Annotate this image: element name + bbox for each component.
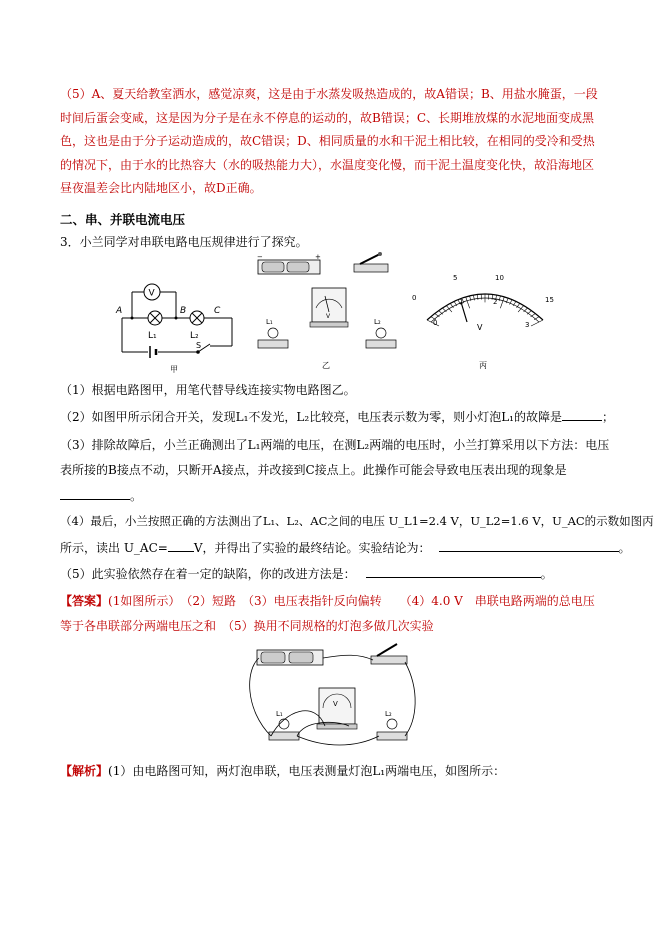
answer-blank-4b[interactable] — [439, 539, 619, 552]
voltmeter-device — [310, 288, 348, 327]
question-3-line1: （3）排除故障后，小兰正确测出了L₁两端的电压，在测L₂两端的电压时，小兰打算采用以下方法：电压 — [60, 438, 610, 452]
answer-label: 【答案】 — [60, 594, 109, 608]
section-heading: 二、串、并联电流电压 — [60, 212, 186, 227]
answer-text-1: (1如图所示） （2）短路 （3）电压表指针反向偏转 （4）4.0 V 串联电路两端的总电压 — [108, 594, 595, 608]
lamp-l2-label: L₂ — [190, 331, 199, 341]
previous-answer-paragraph: （5）A、夏天给教室洒水，感觉凉爽，这是由于水蒸发吸热造成的，故A错误；B、用盐水腌蛋，一段时间后蛋会变咸，这是因为分子是在永不停息的运动的，故B错误；C、长期堆放煤的水泥地面变成黑色，这也是由于分子运动造成的，故C错误；D、相同质量的水和干泥土相比较，在相同的受冷和受热的情况下，由于水的比热容大（水的吸热能力大），水温度变化慢，而干泥土温度变化快，故沿海地区昼夜温差会比内陆地区小，故D正确。 — [60, 87, 598, 195]
svg-text:L₁: L₁ — [276, 710, 283, 718]
question-2-text: （2）如图甲所示闭合开关，发现L₁不发光，L₂比较亮，电压表示数为零，则小灯泡L₁的故障是 — [60, 410, 562, 424]
circuit-diagram-jia — [110, 280, 245, 375]
scale-tick — [470, 296, 471, 301]
scale-tick — [531, 320, 543, 326]
scale-tick — [446, 306, 452, 313]
scale-tick — [473, 295, 474, 300]
physical-circuit-yi — [252, 252, 402, 372]
switch-label: S — [196, 341, 202, 350]
answer-line-2: 等于各串联部分两端电压之和 （5）换用不同规格的灯泡多做几次实验 — [60, 619, 434, 633]
knife-switch — [354, 252, 388, 272]
battery-holder — [257, 253, 321, 274]
figure-jia-caption: 甲 — [170, 365, 178, 374]
question-4-line1: （4）最后，小兰按照正确的方法测出了L₁、L₂、AC之间的电压 U_L1=2.4 V，U_L2=1.6 V，U_AC的示数如图丙 — [60, 514, 654, 528]
scale-top-10: 10 — [495, 274, 504, 282]
scale-bottom-3: 3 — [525, 321, 530, 329]
lamp-l1-device — [258, 318, 288, 348]
lamp-l2-device — [366, 318, 396, 348]
scale-tick — [500, 297, 504, 308]
question-2 — [60, 408, 614, 425]
scale-top-5: 5 — [453, 274, 458, 282]
question-3-end: 。 — [130, 489, 143, 503]
answer-blank-2[interactable] — [562, 408, 602, 421]
analysis-label: 【解析】 — [60, 764, 109, 778]
svg-text:+: + — [315, 253, 321, 261]
scale-tick — [477, 294, 478, 299]
scale-tick — [466, 297, 470, 308]
analysis-text: (1）由电路图可知，两灯泡串联，电压表测量灯泡L₁两端电压，如图所示： — [108, 764, 506, 778]
scale-tick — [531, 314, 536, 317]
question-4-text-b: V，并得出了实验的最终结论。实验结论为： — [193, 541, 431, 555]
scale-bottom-2: 2 — [493, 298, 498, 306]
answer-circuit-figure — [245, 640, 420, 755]
scale-bottom-1: 1 — [459, 298, 464, 306]
answer-blank-5[interactable] — [366, 565, 541, 578]
point-b-label: B — [180, 306, 187, 316]
svg-text:L₁: L₁ — [266, 318, 273, 326]
figure-yi-caption: 乙 — [322, 361, 330, 370]
point-c-label: C — [214, 306, 221, 316]
answer-blank-3[interactable] — [60, 487, 130, 500]
question-5-text: （5）此实验依然存在着一定的缺陷，你的改进方法是： — [60, 567, 356, 581]
scale-tick — [499, 296, 500, 301]
scale-bottom-0: 0 — [433, 319, 438, 327]
scale-top-0: 0 — [412, 294, 417, 302]
scale-unit: V — [477, 323, 483, 332]
figure-bing-caption: 丙 — [479, 361, 487, 370]
question-1: （1）根据电路图甲，用笔代替导线连接实物电路图乙。 — [60, 383, 356, 397]
svg-text:−: − — [257, 253, 263, 261]
question-2-end: ； — [601, 410, 614, 424]
svg-text:V: V — [333, 700, 338, 708]
question-5-end: 。 — [540, 567, 553, 581]
question-4-line2 — [60, 539, 631, 556]
svg-text:L₂: L₂ — [374, 318, 381, 326]
analysis-line — [60, 762, 505, 779]
question-5 — [60, 565, 553, 582]
svg-text:V: V — [326, 313, 331, 320]
question-4-text-a: 所示，读出 U_AC= — [60, 541, 168, 555]
question-intro: 3．小兰同学对串联电路电压规律进行了探究。 — [60, 235, 308, 249]
scale-tick — [435, 314, 440, 317]
answer-line-1 — [60, 592, 595, 609]
voltmeter-scale-bing — [405, 272, 555, 372]
scale-top-15: 15 — [545, 296, 554, 304]
question-3-line3 — [60, 487, 142, 504]
question-4-end: 。 — [618, 541, 631, 555]
lamp-l1-label: L₁ — [148, 331, 157, 341]
answer-blank-4a[interactable] — [168, 539, 194, 552]
scale-tick — [518, 306, 524, 313]
point-a-label: A — [116, 306, 123, 316]
question-3-line2: 表所接的B接点不动，只断开A接点，并改接到C接点上。此操作可能会导致电压表出现的现象是 — [60, 463, 567, 477]
voltmeter-symbol-label: V — [148, 288, 155, 299]
svg-text:L₂: L₂ — [385, 710, 392, 718]
